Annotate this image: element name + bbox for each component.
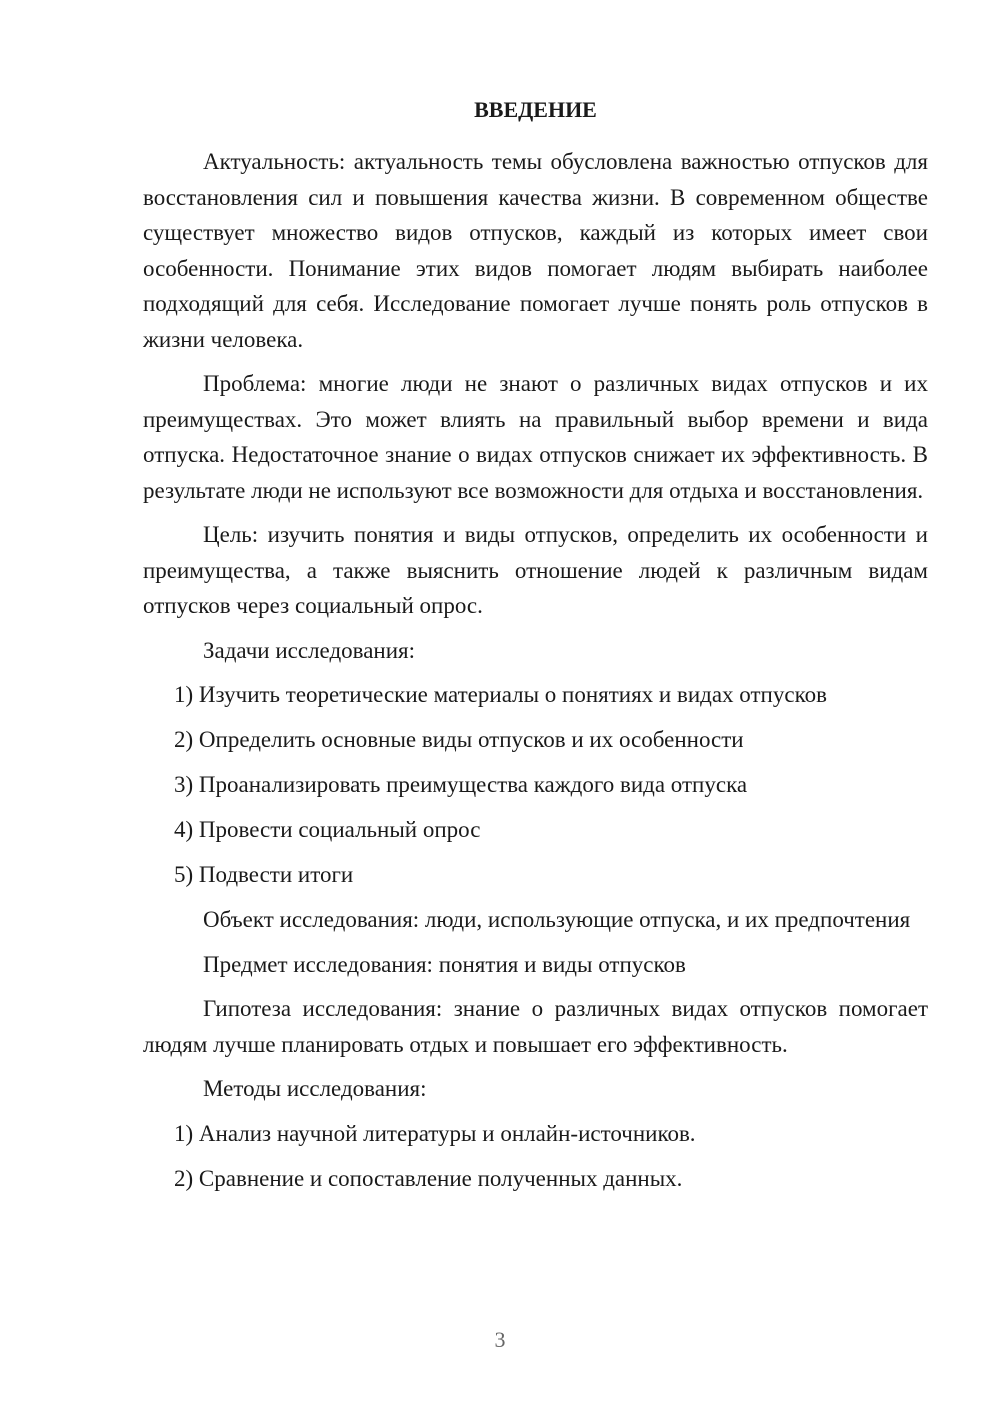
section-title: ВВЕДЕНИЕ — [474, 97, 597, 122]
tasks-heading: Задачи исследования: — [203, 637, 416, 663]
list-item: 4) Провести социальный опрос — [174, 817, 481, 842]
tasks-list — [143, 677, 928, 893]
relevance-paragraph: Актуальность: актуальность темы обусловлена важностью отпусков для восстановления сил и повышения качества жизни. В современном обществе существует множество видов отпусков, каждый из которых имеет свои особенности. Понимание этих видов помогает людям выбирать наиболее подходящий для себя. Исследование помогает лучше понять роль отпусков в жизни человека. — [143, 149, 928, 352]
list-item: 1) Анализ научной литературы и онлайн-источников. — [174, 1120, 696, 1146]
problem-paragraph: Проблема: многие люди не знают о различных видах отпусков и их преимуществах. Это может влиять на правильный выбор времени и вида отпуска. Недостаточное знание о видах отпусков снижает их эффективность. В результате люди не используют все возможности для отдыха и восстановления. — [143, 371, 928, 503]
hypothesis-paragraph: Гипотеза исследования: знание о различных видах отпусков помогает людям лучше планировать отдых и повышает его эффективность. — [143, 996, 928, 1057]
list-item: 2) Сравнение и сопоставление полученных данных. — [174, 1165, 683, 1191]
object-paragraph: Объект исследования: люди, использующие отпуска, и их предпочтения — [203, 907, 911, 932]
methods-list — [143, 1116, 928, 1197]
list-item: 1) Изучить теоретические материалы о понятиях и видах отпусков — [174, 682, 827, 707]
list-item: 3) Проанализировать преимущества каждого вида отпуска — [174, 772, 748, 797]
list-item: 5) Подвести итоги — [174, 862, 354, 887]
list-item: 2) Определить основные виды отпусков и их особенности — [174, 727, 744, 752]
page-number: 3 — [494, 1327, 506, 1352]
subject-paragraph: Предмет исследования: понятия и виды отпусков — [203, 951, 686, 977]
goal-paragraph: Цель: изучить понятия и виды отпусков, определить их особенности и преимущества, а также выяснить отношение людей к различным видам отпусков через социальный опрос. — [143, 522, 928, 618]
methods-heading: Методы исследования: — [203, 1076, 427, 1101]
document-page — [143, 92, 928, 1206]
